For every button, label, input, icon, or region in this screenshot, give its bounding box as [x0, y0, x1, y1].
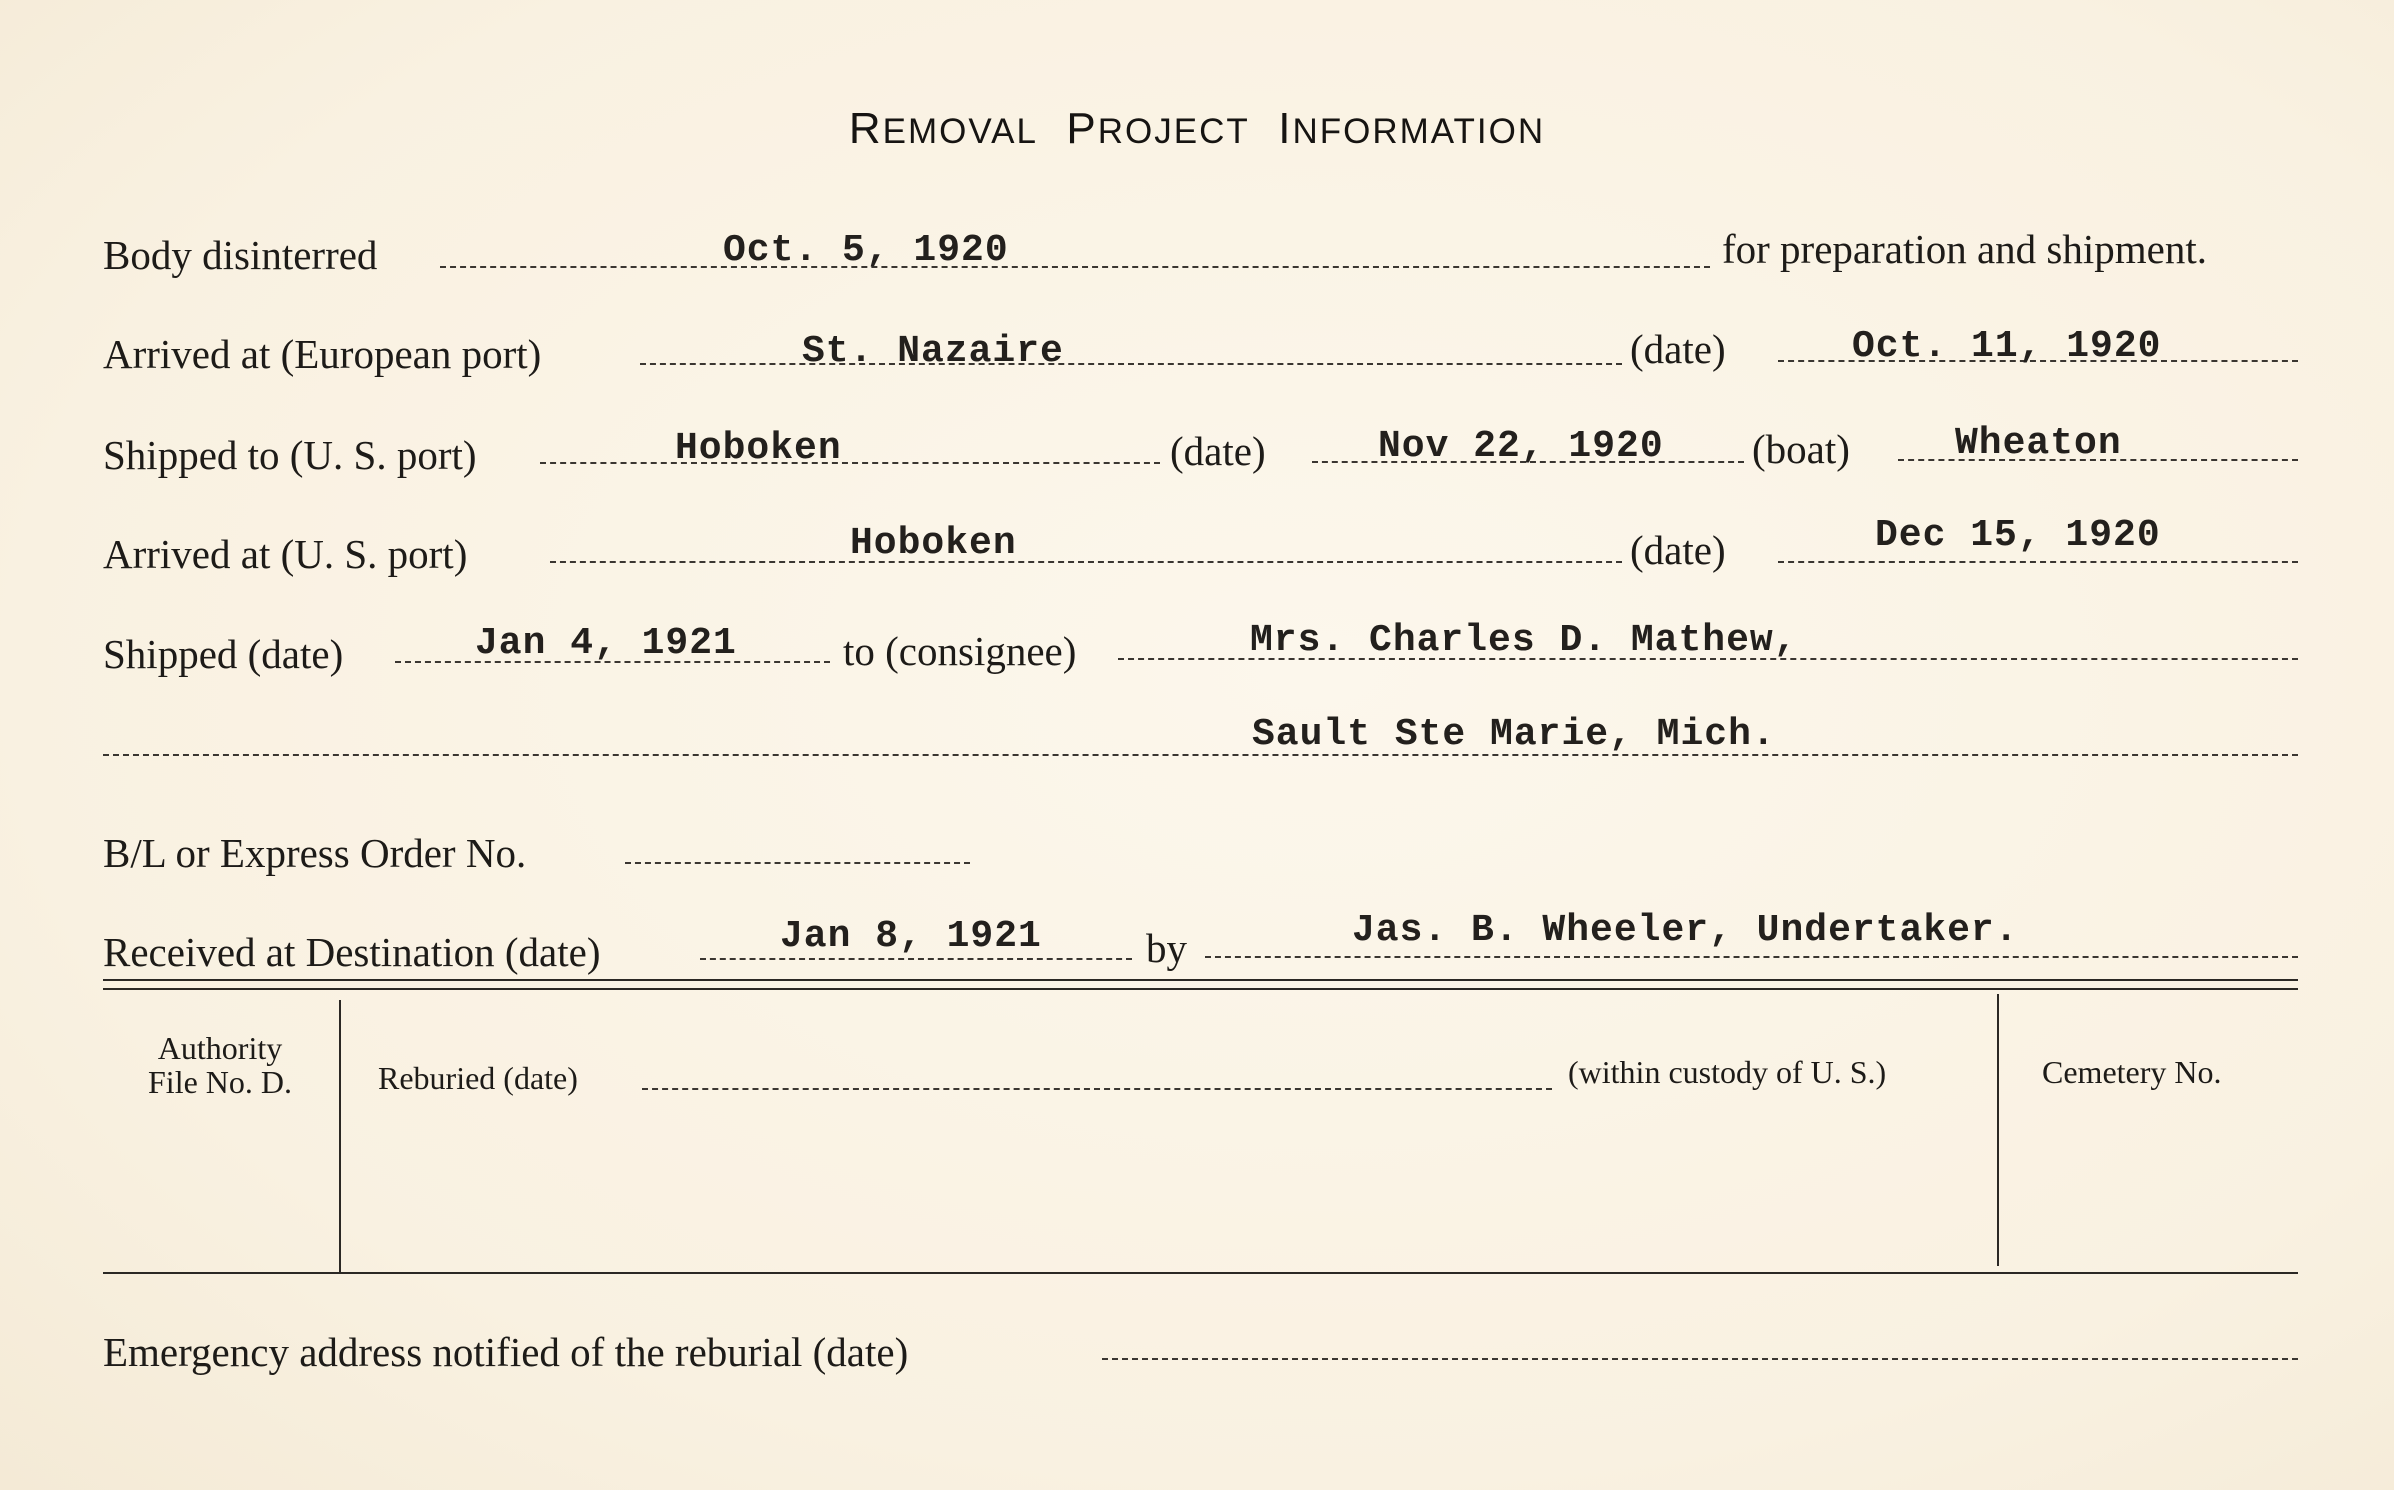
- reburied-date-label: Reburied (date): [378, 1060, 578, 1096]
- consignee-value-1: Mrs. Charles D. Mathew,: [1250, 619, 1798, 662]
- arrived-us-port-label: Arrived at (U. S. port): [103, 531, 468, 577]
- authority-file-label: [125, 1032, 315, 1099]
- bl-express-order-label: B/L or Express Order No.: [103, 830, 527, 876]
- file-no-label: File No. D.: [148, 1063, 292, 1100]
- bl-order-line: [625, 862, 970, 864]
- authority-label: Authority: [157, 1030, 283, 1066]
- us-port-arrived-value: Hoboken: [850, 522, 1017, 565]
- received-destination-label: Received at Destination (date): [103, 929, 601, 975]
- emergency-date-line: [1102, 1358, 2298, 1360]
- emergency-address-label: Emergency address notified of the reburial (date): [103, 1329, 909, 1375]
- within-custody-label: (within custody of U. S.): [1568, 1054, 1887, 1090]
- form-title: [0, 104, 2394, 154]
- shipped-consignee-date-value: Jan 4, 1921: [475, 622, 737, 665]
- us-arrival-date-value: Dec 15, 1920: [1875, 514, 2161, 557]
- european-port-line: [640, 363, 1622, 365]
- shipped-date-consignee-label: Shipped (date): [103, 631, 344, 677]
- title-word: EMOVAL: [882, 112, 1038, 151]
- title-letter: R: [848, 104, 883, 153]
- disinterred-date-value: Oct. 5, 1920: [723, 229, 1009, 272]
- double-rule-bottom: [103, 988, 2298, 990]
- column-divider-right: [1997, 994, 1999, 1266]
- for-preparation-label: for preparation and shipment.: [1722, 226, 2208, 272]
- body-disinterred-label: Body disinterred: [103, 232, 378, 278]
- by-label: by: [1146, 925, 1187, 971]
- shipped-date-label: (date): [1170, 428, 1266, 474]
- column-divider-left: [339, 1000, 341, 1272]
- us-arrival-date-label: (date): [1630, 527, 1726, 573]
- box-bottom-rule: [103, 1272, 2298, 1274]
- title-letter: I: [1278, 104, 1293, 153]
- received-by-line: [1205, 956, 2298, 958]
- received-date-line: [700, 958, 1132, 960]
- received-by-value: Jas. B. Wheeler, Undertaker.: [1352, 909, 2019, 952]
- shipped-date-value: Nov 22, 1920: [1378, 425, 1664, 468]
- title-word: NFORMATION: [1292, 112, 1546, 151]
- us-port-shipped-value: Hoboken: [675, 427, 842, 470]
- reburied-date-line: [642, 1088, 1552, 1090]
- to-consignee-label: to (consignee): [843, 628, 1077, 674]
- us-port-arrived-line: [550, 561, 1622, 563]
- consignee-line-2: [103, 754, 2298, 756]
- eu-date-label: (date): [1630, 326, 1726, 372]
- title-letter: P: [1066, 104, 1098, 153]
- cemetery-no-label: Cemetery No.: [2042, 1054, 2222, 1090]
- received-date-value: Jan 8, 1921: [780, 915, 1042, 958]
- european-port-value: St. Nazaire: [802, 330, 1064, 373]
- title-word: ROJECT: [1097, 112, 1250, 151]
- arrived-european-port-label: Arrived at (European port): [103, 331, 542, 377]
- shipped-to-us-port-label: Shipped to (U. S. port): [103, 432, 477, 478]
- boat-label: (boat): [1752, 426, 1850, 472]
- consignee-value-2: Sault Ste Marie, Mich.: [1252, 713, 1776, 756]
- eu-arrival-date-value: Oct. 11, 1920: [1852, 325, 2162, 368]
- body-disinterred-line: [440, 266, 1710, 268]
- boat-value: Wheaton: [1955, 422, 2122, 465]
- us-arrival-date-line: [1778, 561, 2298, 563]
- double-rule-top: [103, 979, 2298, 981]
- us-port-shipped-line: [540, 462, 1160, 464]
